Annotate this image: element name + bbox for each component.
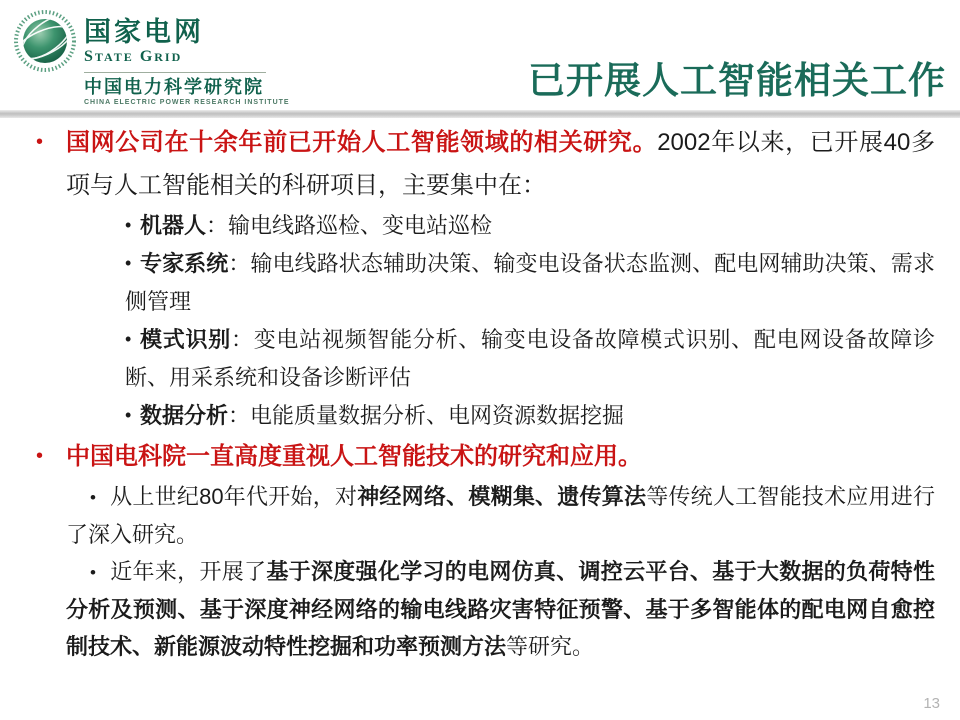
text-run: 中国电科院一直高度重视人工智能技术的研究和应用。 bbox=[66, 443, 642, 470]
text-run: ：电能质量数据分析、电网资源数据挖掘 bbox=[228, 403, 625, 428]
sub-bullet-paragraph bbox=[30, 553, 935, 665]
text-run: 专家系统 bbox=[140, 251, 229, 276]
page-title: 已开展人工智能相关工作 bbox=[528, 60, 946, 101]
logo-divider bbox=[84, 72, 266, 73]
page-number: 13 bbox=[923, 695, 940, 712]
text-run: 基于深度强化学习的电网仿真、调控云平台、基于大数据的负荷特性分析及预测、基于深度神经网络的输电线路灾害特征预警、基于多智能体的配电网自愈控制技术、新能源波动特性挖掘和功率预测方法 bbox=[66, 559, 935, 659]
text-run: ：输电线路状态辅助决策、输变电设备状态监测、配电网辅助决策、需求侧管理 bbox=[125, 251, 935, 314]
text-run: ：变电站视频智能分析、输变电设备故障模式识别、配电网设备故障诊断、用采系统和设备诊断评估 bbox=[125, 327, 935, 390]
bullet-marker: • bbox=[125, 253, 132, 273]
bullet-marker: • bbox=[90, 563, 96, 582]
sub-bullet-paragraph bbox=[30, 245, 935, 321]
bullet-marker: • bbox=[125, 329, 132, 349]
text-run: 机器人 bbox=[140, 213, 207, 238]
logo-cn-name: 国家电网 bbox=[84, 17, 204, 47]
institute-cn-name: 中国电力科学研究院 bbox=[84, 77, 264, 97]
logo-text-block bbox=[84, 18, 290, 107]
slide-header bbox=[0, 0, 960, 110]
text-run: 近年来，开展了 bbox=[109, 559, 267, 584]
text-run: 数据分析 bbox=[140, 403, 229, 428]
bullet-marker: • bbox=[36, 131, 44, 153]
bullet-paragraph bbox=[30, 435, 935, 478]
text-run: ：输电线路巡检、变电站巡检 bbox=[206, 213, 493, 238]
institute-en-name: CHINA ELECTRIC POWER RESEARCH INSTITUTE bbox=[84, 99, 290, 106]
content-blocks bbox=[30, 121, 935, 665]
text-run: 等传统人工智能技术应用进行了深入研究。 bbox=[66, 484, 935, 547]
logo-en-name: STATE GRID bbox=[84, 48, 183, 65]
bullet-paragraph bbox=[30, 121, 935, 207]
text-run: 从上世纪80年代开始，对 bbox=[109, 484, 358, 509]
sub-bullet-paragraph bbox=[30, 478, 935, 553]
text-run: 模式识别 bbox=[140, 327, 231, 352]
bullet-marker: • bbox=[125, 215, 132, 235]
bullet-marker: • bbox=[90, 488, 96, 507]
text-run: 神经网络、模糊集、遗传算法 bbox=[357, 484, 647, 509]
bullet-marker: • bbox=[125, 405, 132, 425]
text-run: 2002年以来，已开展40多项与人工智能相关的科研项目，主要集中在： bbox=[66, 129, 935, 199]
sub-bullet-paragraph bbox=[30, 207, 935, 245]
bullet-marker: • bbox=[36, 445, 44, 467]
state-grid-globe-icon bbox=[13, 9, 77, 73]
text-run: 等研究。 bbox=[506, 634, 595, 659]
header-separator bbox=[0, 110, 960, 118]
text-run: 国网公司在十余年前已开始人工智能领域的相关研究。 bbox=[66, 129, 658, 156]
sub-bullet-paragraph bbox=[30, 321, 935, 397]
sub-bullet-paragraph bbox=[30, 397, 935, 435]
